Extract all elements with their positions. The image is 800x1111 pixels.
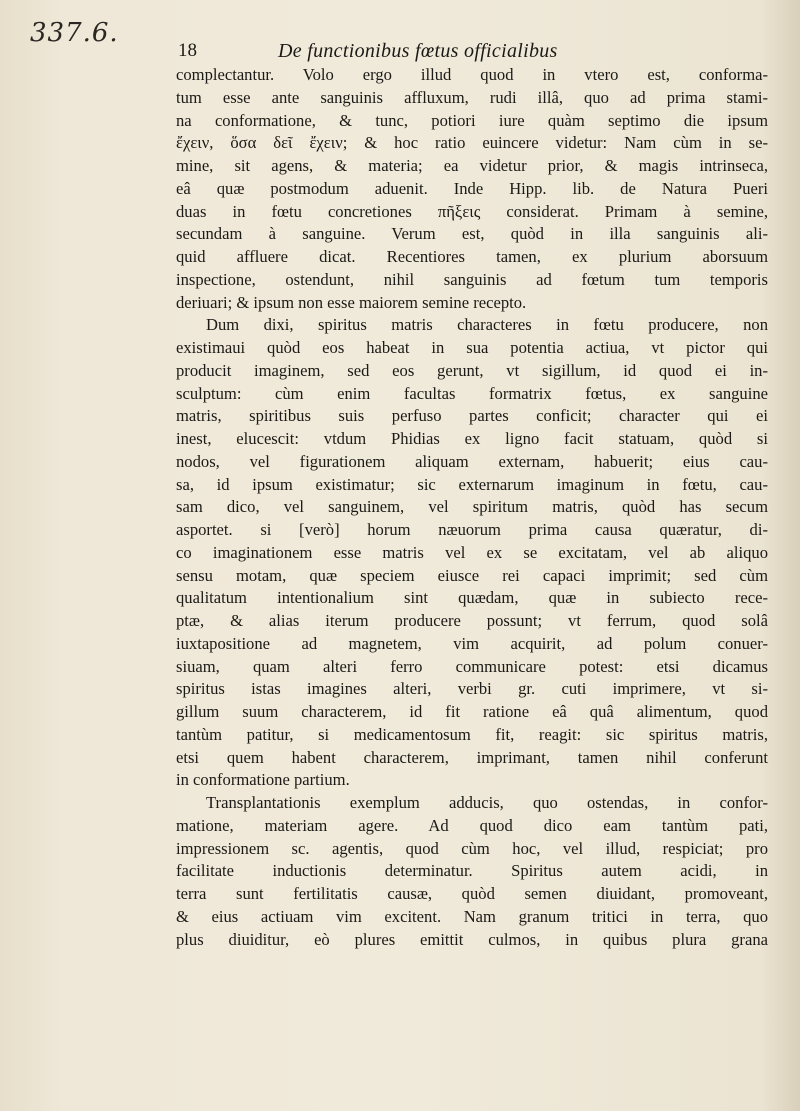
- text-line: matris, spiritibus suis perfuso partes conficit; character qui ei: [176, 406, 768, 426]
- text-line: inspectione, ostendunt, nihil sanguinis ad fœtum tum temporis: [176, 269, 768, 289]
- text-line: secundam à sanguine. Verum est, quòd in illa sanguinis ali-: [176, 224, 768, 244]
- text-line: ptæ, & alias iterum producere possunt; vt ferrum, quod solâ: [176, 611, 768, 630]
- paragraph-start-line: Transplantationis exemplum adducis, quo ostendas, in confor-: [206, 793, 768, 812]
- text-line: mine, sit agens, & materia; ea videtur prior, & magis intrinseca,: [176, 156, 768, 175]
- page-header: [178, 36, 778, 66]
- paragraph-start-line: Dum dixi, spiritus matris characteres in fœtu producere, non: [206, 315, 768, 335]
- text-line: sam dico, vel sanguinem, vel spiritum matris, quòd has secum: [176, 497, 768, 517]
- text-line: duas in fœtu concretiones πῆξεις considerat. Primam à semine,: [176, 201, 768, 221]
- text-line: nodos, vel figurationem aliquam externam, habuerit; eius cau-: [176, 451, 768, 471]
- running-head: De functionibus fœtus officialibus: [278, 40, 558, 62]
- text-line: asportet. si [verò] horum næuorum prima causa quæratur, di-: [176, 520, 768, 539]
- text-line: plus diuiditur, eò plures emittit culmos, in quibus plura grana: [176, 929, 768, 949]
- text-line: facilitate inductionis determinatur. Spiritus autem acidi, in: [176, 861, 768, 881]
- body-text: [176, 64, 768, 951]
- text-line: gillum suum characterem, id fit ratione eâ quâ alimentum, quod: [176, 702, 768, 721]
- text-line: terra sunt fertilitatis causæ, quòd semen diuidant, promoveant,: [176, 884, 768, 903]
- text-line: eâ quæ postmodum aduenit. Inde Hipp. lib. de Natura Pueri: [176, 178, 768, 198]
- text-line: tantùm patitur, si medicamentosum fit, reagit: sic spiritus matris,: [176, 724, 768, 744]
- text-line: inest, elucescit: vtdum Phidias ex ligno facit statuam, quòd si: [176, 429, 768, 448]
- text-line: deriuari; & ipsum non esse maiorem semine recepto.: [176, 292, 527, 312]
- text-line: na conformatione, & tunc, potiori iure quàm septimo die ipsum: [176, 110, 768, 130]
- text-line: spiritus istas imagines alteri, verbi gr. cuti imprimere, vt si-: [176, 679, 768, 699]
- text-line: producit imaginem, sed eos gerunt, vt sigillum, id quod ei in-: [176, 360, 768, 380]
- text-line: tum esse ante sanguinis affluxum, rudi illâ, quo ad prima stami-: [176, 87, 768, 107]
- text-line: matione, materiam agere. Ad quod dico eam tantùm pati,: [176, 815, 768, 835]
- text-line: impressionem sc. agentis, quod cùm hoc, vel illud, respiciat; pro: [176, 838, 768, 858]
- text-line: complectantur. Volo ergo illud quod in vtero est, conforma-: [176, 65, 768, 84]
- text-line: existimaui quòd eos habeat in sua potentia actiua, vt pictor qui: [176, 338, 768, 357]
- text-line: qualitatum intentionalium sint quædam, quæ in subiecto rece-: [176, 588, 768, 608]
- text-line: & eius actiuam vim excitent. Nam granum tritici in terra, quo: [176, 906, 768, 926]
- text-line: sculptum: cùm enim facultas formatrix fœtus, ex sanguine: [176, 383, 768, 403]
- text-line: sa, id ipsum existimatur; sic externarum imaginum in fœtu, cau-: [176, 474, 768, 494]
- handwritten-margin-note: 337.6.: [30, 18, 119, 48]
- text-line: etsi quem habent characterem, imprimant, tamen nihil conferunt: [176, 747, 768, 767]
- text-line: ἔχειν, ὅσα δεῖ ἔχειν; & hoc ratio euincere videtur: Nam cùm in se-: [176, 133, 768, 153]
- text-line: in conformatione partium.: [176, 770, 350, 790]
- text-line: iuxtapositione ad magnetem, vim acquirit, ad polum conuer-: [176, 633, 768, 653]
- text-line: sensu motam, quæ speciem eiusce rei capaci imprimit; sed cùm: [176, 565, 768, 585]
- page-number: 18: [178, 40, 197, 61]
- text-line: co imaginationem esse matris vel ex se excitatam, vel ab aliquo: [176, 542, 768, 562]
- text-line: quid affluere dicat. Recentiores tamen, ex plurium aborsuum: [176, 247, 768, 266]
- text-line: siuam, quam alteri ferro communicare potest: etsi dicamus: [176, 656, 768, 676]
